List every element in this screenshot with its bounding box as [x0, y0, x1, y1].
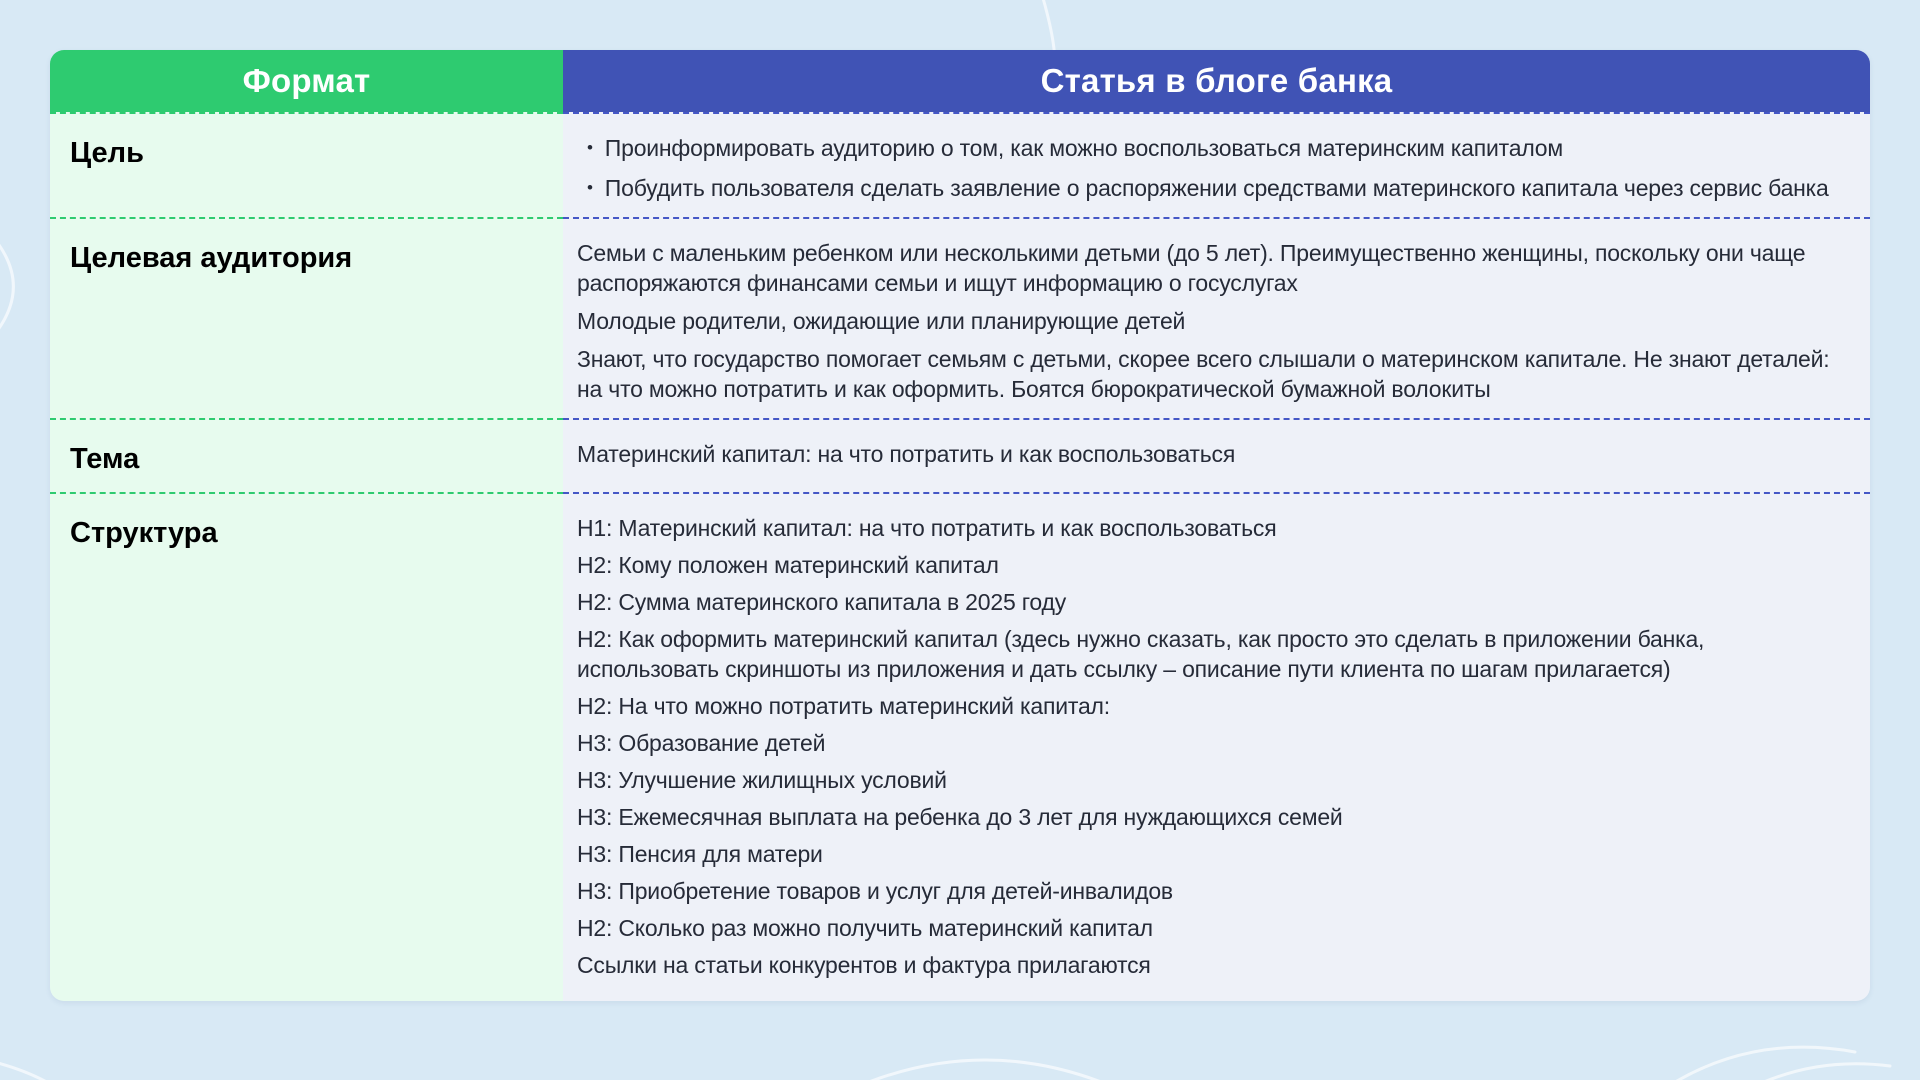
structure-line: H2: Сумма материнского капитала в 2025 году: [577, 589, 1067, 615]
paragraph: Знают, что государство помогает семьям с детьми, скорее всего слышали о материнском капитале. Не знают деталей: на что можно потратить и как оформить. Боятся бюрократической бумажной волокиты: [577, 346, 1830, 402]
header-cell-format: [50, 50, 563, 112]
decor-curve-bottom-left: [0, 1058, 72, 1080]
header-cell-article: [563, 50, 1870, 112]
row-label-audience: Целевая аудитория: [50, 217, 563, 418]
structure-line: H3: Улучшение жилищных условий: [577, 767, 947, 793]
row-content-goal: [563, 112, 1870, 217]
structure-line: H3: Образование детей: [577, 730, 826, 756]
paragraph: Молодые родители, ожидающие или планирующие детей: [577, 308, 1186, 334]
row-content-structure: [563, 492, 1870, 1001]
row-content-audience: [563, 217, 1870, 418]
table-row: [50, 418, 1870, 492]
structure-line: H2: На что можно потратить материнский капитал:: [577, 693, 1110, 719]
format-header-label: Формат: [242, 62, 371, 99]
paragraph: Материнский капитал: на что потратить и как воспользоваться: [577, 441, 1236, 467]
table-row: [50, 217, 1870, 418]
article-header-label: Статья в блоге банка: [1040, 62, 1393, 99]
header-row: [50, 50, 1870, 112]
bullet-text: Проинформировать аудиторию о том, как можно воспользоваться материнским капиталом: [604, 135, 1563, 161]
bullet-icon: •: [587, 138, 593, 157]
row-label-goal: Цель: [50, 112, 563, 217]
decor-curve-bottom-right-1: [1655, 1047, 1855, 1080]
content-table: [50, 50, 1870, 1001]
row-label-structure: Структура: [50, 492, 563, 1001]
structure-line: H2: Сколько раз можно получить материнский капитал: [577, 915, 1153, 941]
list-item: [587, 133, 1842, 163]
decor-curve-bottom-center: [845, 1060, 1125, 1080]
structure-line: H2: Как оформить материнский капитал (здесь нужно сказать, как просто это сделать в приложении банка, использовать скриншоты из приложения и дать ссылку – описание пути клиента по шагам прилагается): [577, 626, 1705, 682]
table-row: [50, 492, 1870, 1001]
structure-line: H1: Материнский капитал: на что потратить и как воспользоваться: [577, 515, 1277, 541]
paragraph: Семьи с маленьким ребенком или несколькими детьми (до 5 лет). Преимущественно женщины, поскольку они чаще распоряжаются финансами семьи и ищут информацию о госуслугах: [577, 240, 1806, 296]
bullet-text: Побудить пользователя сделать заявление о распоряжении средствами материнского капитала через сервис банка: [604, 175, 1829, 201]
table-row: [50, 112, 1870, 217]
structure-line: H3: Ежемесячная выплата на ребенка до 3 лет для нуждающихся семей: [577, 804, 1343, 830]
bullet-icon: •: [587, 178, 593, 197]
structure-line: H3: Пенсия для матери: [577, 841, 823, 867]
list-item: [587, 173, 1842, 203]
row-label-topic: Тема: [50, 418, 563, 492]
decor-curve-bottom-right-2: [1732, 1064, 1890, 1080]
row-content-topic: [563, 418, 1870, 492]
decor-curve-left: [0, 225, 13, 335]
structure-line: H3: Приобретение товаров и услуг для детей-инвалидов: [577, 878, 1173, 904]
structure-line: H2: Кому положен материнский капитал: [577, 552, 999, 578]
structure-line: Ссылки на статьи конкурентов и фактура прилагаются: [577, 952, 1151, 978]
